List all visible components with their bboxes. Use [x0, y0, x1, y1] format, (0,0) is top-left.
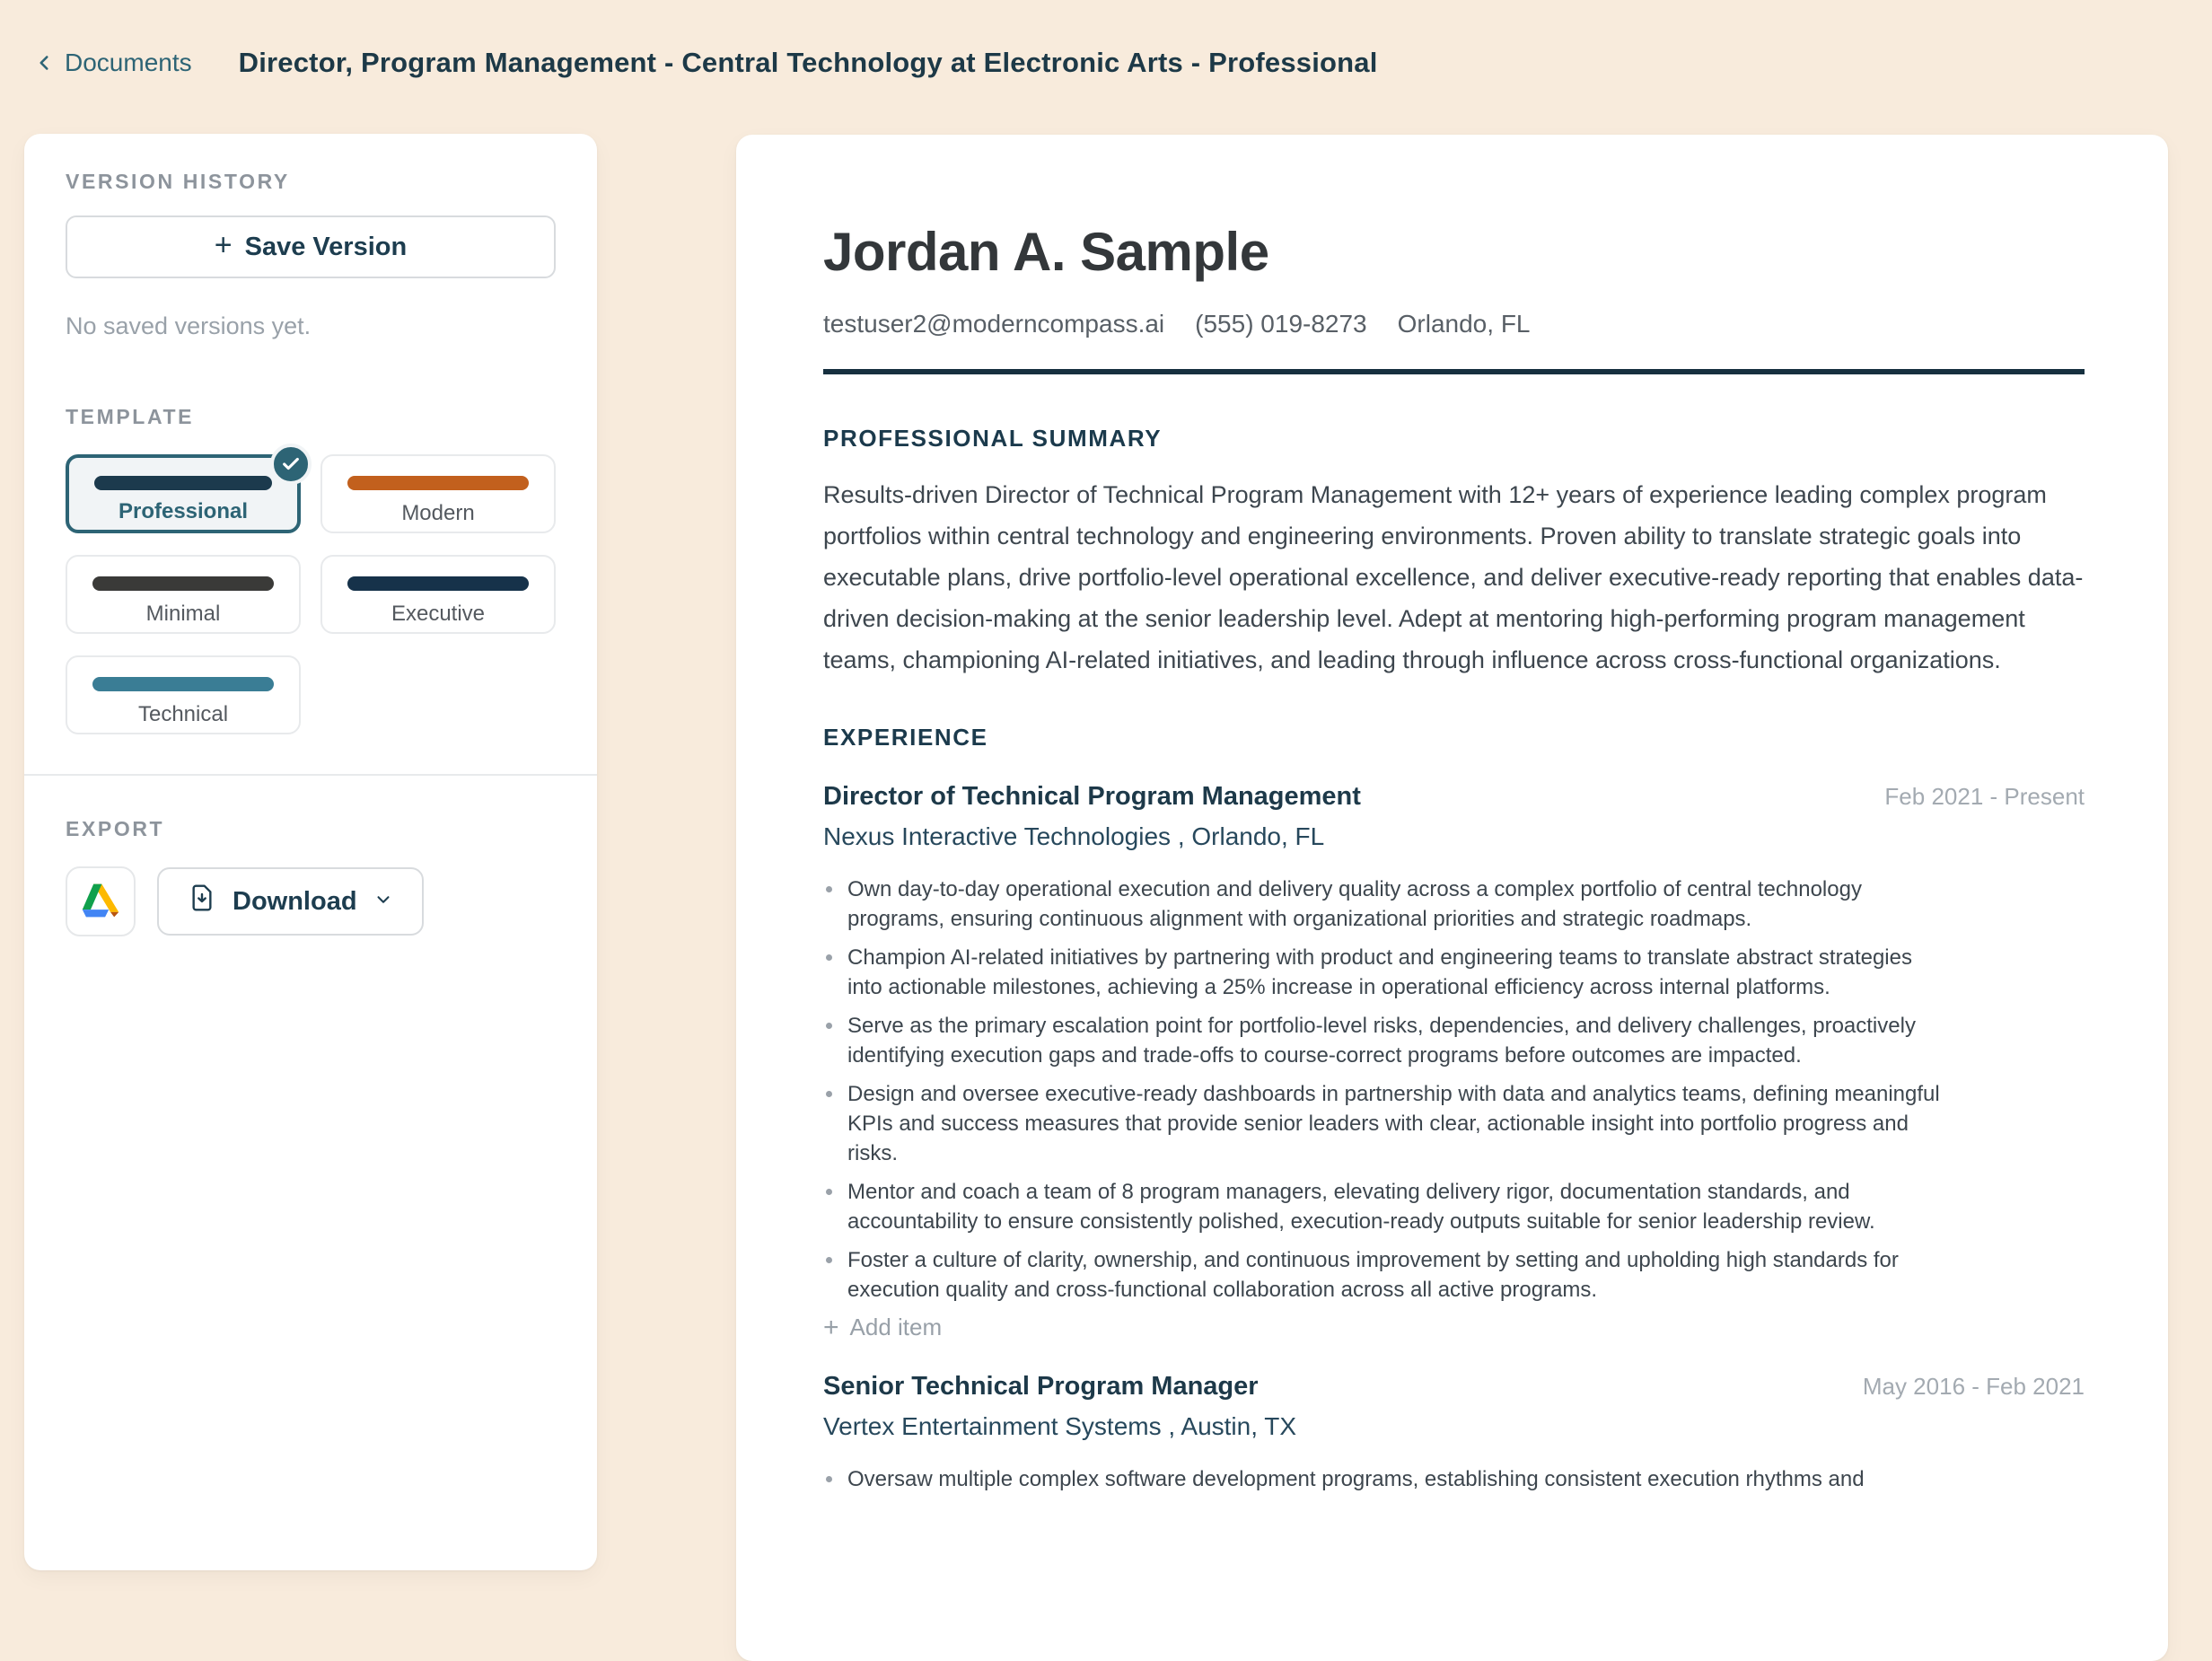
template-label: Executive — [391, 602, 486, 626]
template-option-modern[interactable] — [320, 454, 556, 533]
page-title: Director, Program Management - Central Technology at Electronic Arts - Professional — [238, 47, 1378, 78]
job-bullet[interactable]: Design and oversee executive-ready dashboards in partnership with data and analytics teams, defining meaningful KPIs and success measures that provide senior leaders with clear, actionable insight into portfolio progress and risks. — [823, 1079, 1950, 1168]
template-label: Technical — [137, 702, 229, 726]
job-bullet[interactable]: Own day-to-day operational execution and delivery quality across a complex portfolio of central technology programs, ensuring continuous alignment with organizational priorities and strategic roadmaps. — [823, 874, 1950, 934]
sidebar-divider — [24, 774, 597, 776]
experience-entry — [823, 1372, 2085, 1494]
summary-heading: PROFESSIONAL SUMMARY — [823, 425, 1163, 452]
file-download-icon — [188, 883, 216, 919]
template-option-minimal[interactable] — [66, 555, 301, 634]
version-history-heading: VERSION HISTORY — [66, 170, 290, 193]
add-item-label: Add item — [849, 1314, 943, 1340]
job-dates[interactable]: Feb 2021 - Present — [1884, 783, 2085, 810]
plus-icon: + — [823, 1312, 839, 1342]
export-row — [66, 866, 556, 936]
save-version-button[interactable] — [66, 215, 556, 278]
job-bullet[interactable]: Oversaw multiple complex software development programs, establishing consistent execution rhythms and — [823, 1464, 1950, 1494]
template-preview-bar — [92, 576, 273, 591]
contact-location[interactable]: Orlando, FL — [1397, 310, 1531, 338]
template-preview-bar — [347, 576, 528, 591]
job-company[interactable]: Nexus Interactive Technologies , Orlando, FL — [823, 822, 1325, 850]
template-preview-bar — [347, 476, 528, 490]
job-title[interactable]: Senior Technical Program Manager — [823, 1372, 1259, 1401]
selected-check-badge — [270, 444, 312, 485]
job-title[interactable]: Director of Technical Program Management — [823, 782, 1361, 811]
job-bullet[interactable]: Foster a culture of clarity, ownership, and continuous improvement by setting and upholding high standards for execution quality and cross-functional collaboration across all active programs. — [823, 1245, 1950, 1305]
contact-phone[interactable]: (555) 019-8273 — [1195, 310, 1367, 338]
google-drive-export-button[interactable] — [66, 866, 136, 936]
export-heading: EXPORT — [66, 817, 165, 840]
template-heading: TEMPLATE — [66, 405, 195, 428]
download-button[interactable] — [157, 867, 424, 936]
download-label: Download — [233, 886, 357, 916]
template-option-executive[interactable] — [320, 555, 556, 634]
top-header — [0, 0, 2212, 79]
save-version-label: Save Version — [244, 232, 408, 261]
sidebar-panel — [24, 134, 597, 1570]
resume-name[interactable]: Jordan A. Sample — [823, 222, 1269, 282]
template-option-technical[interactable] — [66, 655, 301, 734]
job-bullet-list — [823, 874, 1950, 1305]
experience-heading: EXPERIENCE — [823, 724, 988, 751]
job-bullet[interactable]: Champion AI-related initiatives by partnering with product and engineering teams to translate abstract strategies into actionable milestones, achieving a 25% increase in operational efficiency across internal platforms. — [823, 943, 1950, 1002]
job-bullet-list — [823, 1464, 1950, 1494]
header-rule — [823, 369, 2085, 374]
job-dates[interactable]: May 2016 - Feb 2021 — [1862, 1373, 2085, 1400]
breadcrumb-back-documents[interactable] — [32, 48, 192, 77]
add-item-button[interactable] — [823, 1314, 2085, 1341]
chevron-down-icon — [373, 887, 393, 917]
contact-line — [823, 310, 2085, 338]
experience-entry — [823, 782, 2085, 1341]
template-grid — [66, 454, 556, 734]
job-bullet[interactable]: Serve as the primary escalation point for portfolio-level risks, dependencies, and delivery challenges, proactively identifying execution gaps and trade-offs to course-correct programs before outcomes are impacted. — [823, 1011, 1950, 1070]
chevron-left-icon — [32, 51, 56, 75]
job-bullet[interactable]: Mentor and coach a team of 8 program managers, elevating delivery rigor, documentation standards, and accountability to ensure consistently polished, execution-ready outputs suitable for senior leadership review. — [823, 1177, 1950, 1236]
breadcrumb-label: Documents — [65, 48, 192, 76]
no-versions-text: No saved versions yet. — [66, 312, 312, 339]
google-drive-icon — [80, 883, 121, 921]
template-preview-bar — [94, 476, 272, 490]
resume-document — [736, 135, 2168, 1661]
template-option-professional[interactable] — [66, 454, 301, 533]
template-label: Minimal — [145, 602, 221, 626]
summary-text[interactable]: Results-driven Director of Technical Program Management with 12+ years of experience leading complex program portfolios within central technology and engineering environments. Proven ability to translate strategic goals into executable plans, drive portfolio-level operational excellence, and deliver executive-ready reporting that enables data-driven decision-making at the senior leadership level. Adept at mentoring high-performing program management teams, championing AI-related initiatives, and leading through influence across cross-functional organizations. — [823, 481, 2084, 673]
template-label: Modern — [401, 501, 475, 525]
template-label: Professional — [118, 499, 249, 523]
plus-icon: + — [214, 228, 233, 262]
template-preview-bar — [92, 677, 273, 691]
contact-email[interactable]: testuser2@moderncompass.ai — [823, 310, 1165, 338]
job-company[interactable]: Vertex Entertainment Systems , Austin, TX — [823, 1412, 1297, 1440]
